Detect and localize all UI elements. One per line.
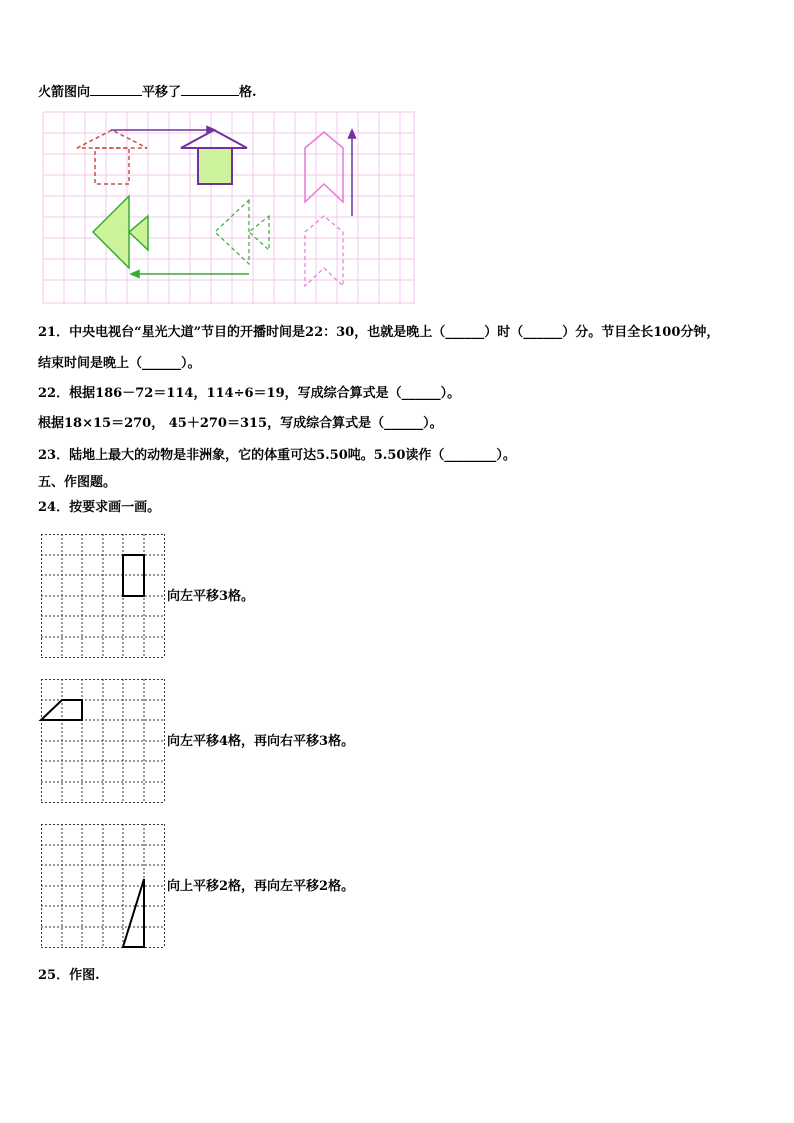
grid-1[interactable] [41,534,165,658]
section-5-title: 五、作图题。 [38,475,117,490]
q22-line1: 22．根据186－72＝114，114÷6＝19，写成综合算式是（______）。 [38,386,461,401]
q20-suffix: 格. [239,85,257,100]
green-dashed-arrowhead-shape [215,200,269,264]
grid-3[interactable] [41,824,165,948]
q23-line1: 23．陆地上最大的动物是非洲象，它的体重可达5.50吨。5.50读作（________）。 [38,448,516,463]
purple-house-shape [181,130,247,184]
q20-line [38,83,257,101]
q20-prefix: 火箭图向 [38,85,91,100]
q25-title: 25．作图. [38,968,100,983]
grid-3-triangle-shape [123,879,144,947]
purple-up-arrow [349,130,356,216]
q20-blank-direction[interactable] [90,83,142,96]
q24-title: 24．按要求画一画。 [38,500,161,515]
q20-middle: 平移了 [142,85,182,100]
q22-line2: 根据18×15＝270， 45＋270＝315，写成综合算式是（______）。 [38,416,443,431]
q20-blank-count[interactable] [181,83,239,96]
red-dashed-house-shape [77,130,147,184]
q24-instruction-1: 向左平移3格。 [167,589,255,604]
figure-grid [43,112,415,304]
q24-instruction-2: 向左平移4格，再向右平移3格。 [167,734,355,749]
translation-figure [43,112,415,304]
grid-2[interactable] [41,679,165,803]
q21-line2: 结束时间是晚上（______）。 [38,356,201,371]
q21-line1: 21．中央电视台“星光大道”节目的开播时间是22：30，也就是晚上（______）时（______）分。节目全长100分钟， [38,325,720,340]
green-solid-arrowhead-shape [93,196,148,268]
q24-instruction-3: 向上平移2格，再向左平移2格。 [167,879,355,894]
